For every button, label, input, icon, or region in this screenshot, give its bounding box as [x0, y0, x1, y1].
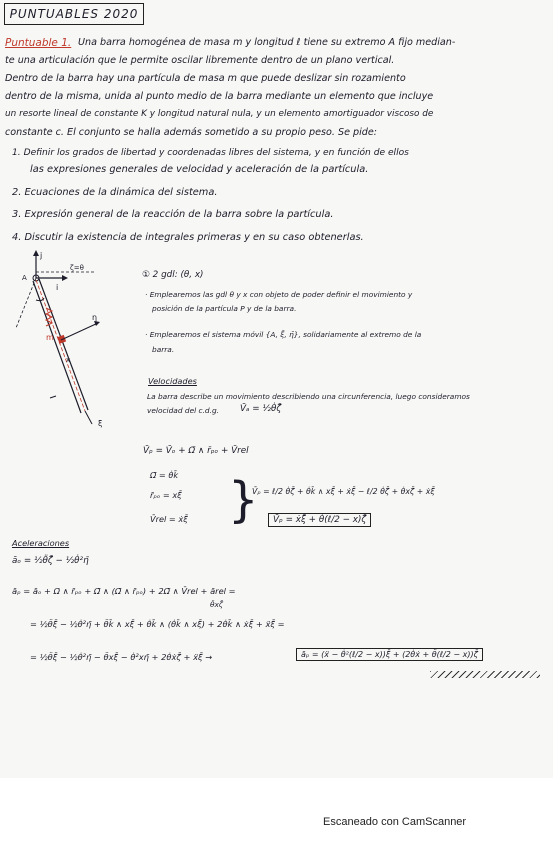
- acceleration-note: θ̈xζ̄: [210, 600, 223, 609]
- bar-diagram: [6, 248, 136, 428]
- statement-line: dentro de la misma, unida al punto medio de la barra mediante un elemento que incluye: [5, 91, 434, 102]
- kinematics-term: Ω̄ = θ̇k̄: [150, 470, 179, 480]
- question-item: 4. Discutir la existencia de integrales primeras y en su caso obtenerlas.: [12, 232, 364, 243]
- statement-line: Una barra homogénea de masa m y longitud ℓ tiene su extremo A fijo median-: [78, 37, 456, 48]
- xi-vector: [85, 411, 92, 424]
- statement-line: Dentro de la barra hay una partícula de masa m que puede deslizar sin rozamiento: [5, 73, 406, 84]
- question-item: las expresiones generales de velocidad y aceleración de la partícula.: [30, 164, 369, 175]
- velocity-equation: V̄ₚ = V̄ₒ + Ω̄ ∧ r̄ₚₒ + V̄rel: [143, 446, 249, 456]
- velocity-result: V̄ₚ = ℓ/2 θ̇ζ̄ + θ̇k̄ ∧ xξ̄ + ẋξ̄ − ℓ/2 θ̇ζ̄ + θ̇xζ̄ + ẋξ̄: [252, 487, 435, 496]
- accelerations-heading: Aceleraciones: [12, 538, 70, 548]
- acceleration-equation: āₒ = ½θ̈ζ̄ − ½θ̇²η̄: [12, 556, 89, 566]
- result-underline-hatch: [430, 671, 540, 678]
- page-title: PUNTUABLES 2020: [4, 3, 144, 25]
- statement-line: constante c. El conjunto se halla además sometido a su propio peso. Se pide:: [5, 127, 378, 138]
- velocity-equation: V̄ₐ = ½θ̇ζ̄: [240, 404, 282, 414]
- angle-ref-line: [16, 278, 36, 328]
- solution-note: velocidad del c.d.g.: [147, 406, 220, 415]
- solution-note: · Emplearemos las gdl θ y x con objeto de poder definir el movimiento y: [145, 290, 413, 299]
- solution-note: La barra describe un movimiento describiendo una circunferencia, luego consideramos: [147, 392, 470, 401]
- gdl-line: ① 2 gdl: (θ, x): [142, 270, 204, 280]
- eta-label: η: [92, 313, 98, 322]
- x-label: x: [66, 356, 71, 364]
- acceleration-equation: = ½θ̈ξ̄ − ½θ̇²η̄ − θ̈xξ̄ − θ̇²xη̄ + 2θ̇ẋζ̄ + ẍξ̄ →: [30, 652, 213, 662]
- bar-edge-right: [39, 279, 88, 410]
- j-label: j: [40, 251, 43, 260]
- kinematics-term: V̄rel = ẋξ̄: [150, 514, 188, 524]
- acceleration-boxed-result: āₚ = (ẍ − θ̇²(ℓ/2 − x))ξ̄ + (2θ̇ẋ + θ̈(ℓ/2 − x))ζ̄: [296, 648, 483, 661]
- i-label: i: [56, 283, 59, 292]
- i-arrowhead: [62, 275, 68, 281]
- statement-line: te una articulación que le permite oscilar libremente dentro de un plano vertical.: [5, 55, 395, 66]
- scanner-watermark: Escaneado con CamScanner: [323, 816, 467, 828]
- solution-note: posición de la partícula P y de la barra.: [152, 304, 297, 313]
- problem-label: Puntuable 1.: [5, 37, 72, 49]
- a-label: A: [22, 274, 27, 282]
- j-arrowhead: [33, 250, 39, 256]
- acceleration-equation: āₚ = āₒ + Ω̇ ∧ r̄ₚₒ + Ω̄ ∧ (Ω̄ ∧ r̄ₚₒ) + 2Ω̄ ∧ V̄rel + ārel =: [12, 586, 236, 596]
- theta-tag: ζ=θ: [70, 264, 84, 272]
- brace: }: [228, 472, 259, 528]
- tick-mark: [50, 396, 56, 398]
- eta-vector: [61, 323, 98, 340]
- solution-note: barra.: [152, 345, 175, 354]
- velocities-heading: Velocidades: [148, 376, 197, 386]
- statement-line: un resorte lineal de constante K y longitud natural nula, y un elemento amortiguador viscoso de: [5, 109, 434, 119]
- question-item: 3. Expresión general de la reacción de la barra sobre la partícula.: [12, 209, 334, 220]
- question-item: 2. Ecuaciones de la dinámica del sistema.: [12, 187, 218, 198]
- m-label: m: [46, 333, 54, 342]
- velocity-boxed-result: V̄ₚ = ẋξ̄ + θ̇(ℓ/2 − x)ζ̄: [268, 513, 371, 527]
- question-item: 1. Definir los grados de libertad y coordenadas libres del sistema, y en función de ellos: [12, 148, 409, 158]
- acceleration-equation: = ½θ̈ξ̄ − ½θ̇²η̄ + θ̈k̄ ∧ xξ̄ + θ̇k̄ ∧ (θ̇k̄ ∧ xξ̄) + 2θ̇k̄ ∧ ẋξ̄ + ẍξ̄ =: [30, 619, 285, 629]
- xi-label: ξ: [98, 419, 103, 428]
- kinematics-term: r̄ₚₒ = xξ̄: [150, 490, 182, 500]
- solution-note: · Emplearemos el sistema móvil {A, ξ̄, η̄}, solidariamente al extremo de la: [145, 330, 422, 339]
